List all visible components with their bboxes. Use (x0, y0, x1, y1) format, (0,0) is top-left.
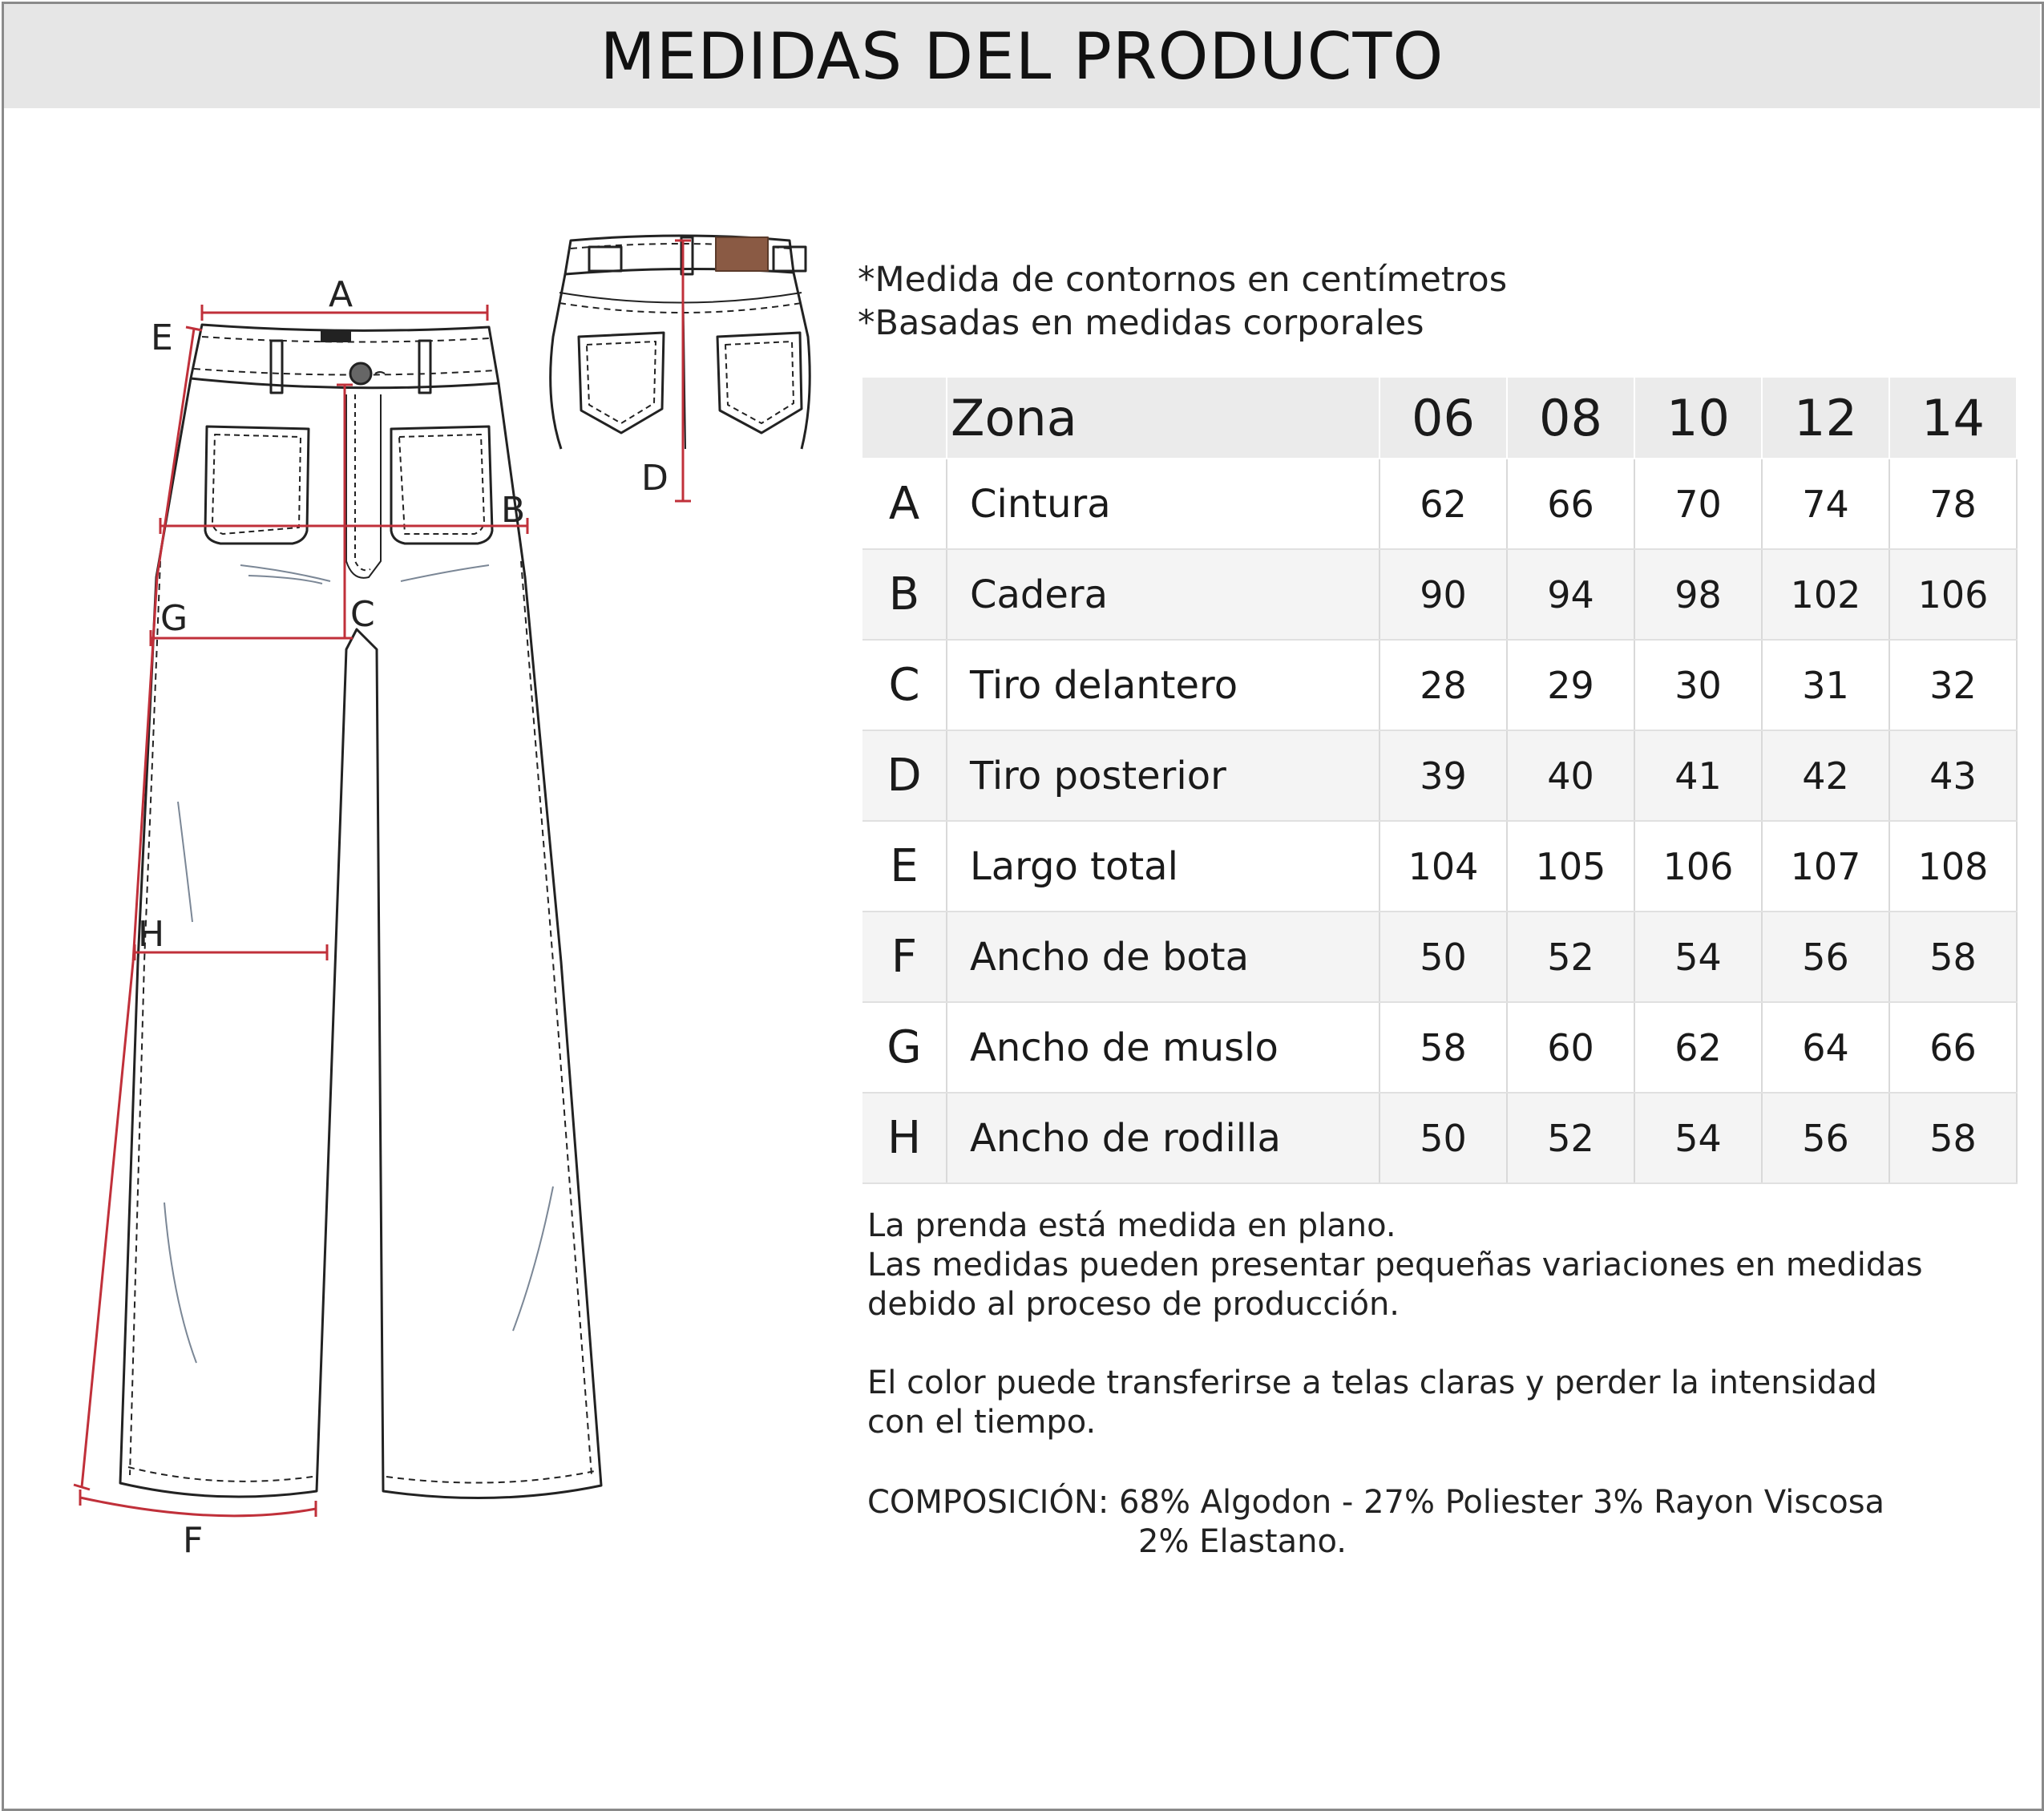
zone-name: Ancho de rodilla (947, 1093, 1379, 1183)
label-f: F (183, 1520, 204, 1561)
label-a: A (329, 274, 353, 315)
zone-name: Tiro posterior (947, 730, 1379, 821)
measure-value: 54 (1634, 912, 1762, 1002)
note-body-measures: *Basadas en medidas corporales (858, 303, 1424, 343)
note-color-transfer: El color puede transferirse a telas claras y perder la intensidad (867, 1364, 1877, 1401)
measure-value: 108 (1889, 821, 2017, 912)
measure-value: 52 (1507, 912, 1634, 1002)
measure-value: 105 (1507, 821, 1634, 912)
note-color-transfer-cont: con el tiempo. (867, 1404, 1097, 1441)
size-header: 08 (1507, 378, 1634, 459)
label-b: B (501, 490, 526, 531)
measure-value: 106 (1889, 549, 2017, 640)
zone-letter: D (862, 730, 947, 821)
measure-value: 107 (1762, 821, 1889, 912)
zone-name: Ancho de bota (947, 912, 1379, 1002)
label-c: C (350, 594, 375, 635)
measure-value: 39 (1379, 730, 1507, 821)
zone-letter: A (862, 459, 947, 549)
measure-value: 64 (1762, 1002, 1889, 1093)
measure-value: 54 (1634, 1093, 1762, 1183)
measure-value: 106 (1634, 821, 1762, 912)
composition: COMPOSICIÓN: 68% Algodon - 27% Poliester 3% Rayon Viscosa (867, 1484, 1885, 1521)
measure-value: 58 (1889, 1093, 2017, 1183)
zone-letter: E (862, 821, 947, 912)
note-contours: *Medida de contornos en centímetros (858, 260, 1508, 300)
measure-value: 74 (1762, 459, 1889, 549)
zone-name: Cadera (947, 549, 1379, 640)
zone-name: Tiro delantero (947, 640, 1379, 730)
measure-value: 66 (1507, 459, 1634, 549)
measure-value: 50 (1379, 912, 1507, 1002)
measure-value: 58 (1379, 1002, 1507, 1093)
table-row (862, 1093, 2017, 1183)
measure-value: 70 (1634, 459, 1762, 549)
zone-letter: H (862, 1093, 947, 1183)
measure-value: 104 (1379, 821, 1507, 912)
measure-value: 66 (1889, 1002, 2017, 1093)
measure-value: 62 (1379, 459, 1507, 549)
label-h: H (138, 914, 165, 955)
measure-value: 102 (1762, 549, 1889, 640)
measure-value: 29 (1507, 640, 1634, 730)
measure-value: 60 (1507, 1002, 1634, 1093)
measure-value: 56 (1762, 912, 1889, 1002)
table-row (862, 821, 2017, 912)
note-flat-measure: La prenda está medida en plano. (867, 1207, 1396, 1244)
zone-header: Zona (947, 378, 1379, 459)
size-table (862, 378, 2018, 1184)
table-row (862, 549, 2017, 640)
zone-letter: C (862, 640, 947, 730)
measure-value: 62 (1634, 1002, 1762, 1093)
size-header: 14 (1889, 378, 2017, 459)
measure-value: 94 (1507, 549, 1634, 640)
label-d: D (641, 458, 669, 499)
measure-value: 78 (1889, 459, 2017, 549)
measure-value: 50 (1379, 1093, 1507, 1183)
label-e: E (151, 317, 173, 358)
measure-value: 52 (1507, 1093, 1634, 1183)
back-view (551, 236, 810, 449)
table-row (862, 640, 2017, 730)
size-header: 10 (1634, 378, 1762, 459)
note-variations: Las medidas pueden presentar pequeñas variaciones en medidas (867, 1247, 1923, 1283)
table-row (862, 1002, 2017, 1093)
front-view (120, 325, 601, 1498)
measure-value: 58 (1889, 912, 2017, 1002)
measure-value: 98 (1634, 549, 1762, 640)
measure-value: 28 (1379, 640, 1507, 730)
zone-letter: B (862, 549, 947, 640)
measure-value: 42 (1762, 730, 1889, 821)
zone-letter: F (862, 912, 947, 1002)
measure-value: 41 (1634, 730, 1762, 821)
label-g: G (160, 598, 188, 639)
measure-value: 32 (1889, 640, 2017, 730)
table-header-row (862, 378, 2017, 459)
page-title: MEDIDAS DEL PRODUCTO (600, 18, 1444, 94)
measure-value: 31 (1762, 640, 1889, 730)
care-notes (867, 1207, 2022, 1442)
measure-value: 40 (1507, 730, 1634, 821)
measure-value: 43 (1889, 730, 2017, 821)
table-row (862, 912, 2017, 1002)
size-header: 06 (1379, 378, 1507, 459)
size-header: 12 (1762, 378, 1889, 459)
zone-name: Cintura (947, 459, 1379, 549)
measure-value: 90 (1379, 549, 1507, 640)
table-row (862, 459, 2017, 549)
zone-letter: G (862, 1002, 947, 1093)
note-variations-cont: debido al proceso de producción. (867, 1286, 1400, 1323)
table-row (862, 730, 2017, 821)
zone-name: Ancho de muslo (947, 1002, 1379, 1093)
zone-name: Largo total (947, 821, 1379, 912)
composition-cont: 2% Elastano. (1138, 1523, 1347, 1560)
measure-value: 30 (1634, 640, 1762, 730)
measure-value: 56 (1762, 1093, 1889, 1183)
